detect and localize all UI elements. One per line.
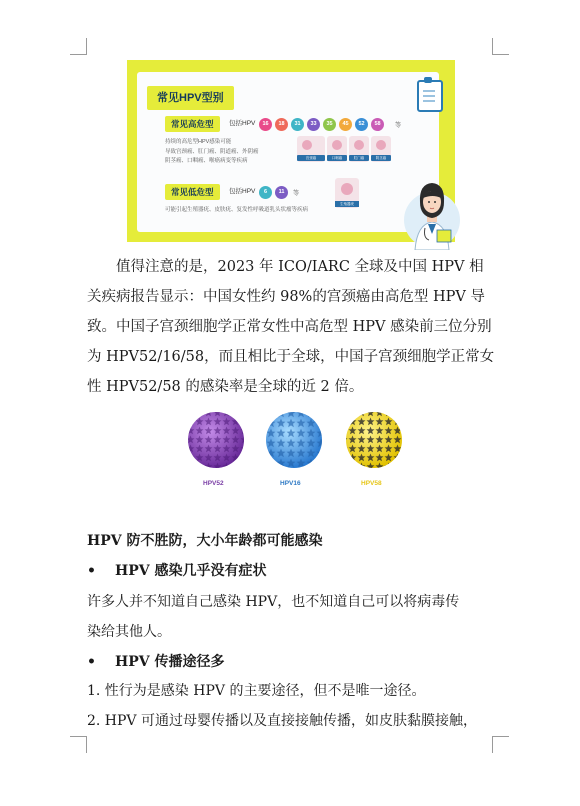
- organ-icon: 生殖器疣: [335, 178, 359, 208]
- high-risk-suffix: 等: [395, 123, 402, 129]
- hpv-type-badge: 31: [291, 118, 304, 131]
- hpv-type-badge: 45: [339, 118, 352, 131]
- body-paragraph: 值得注意的是，2023 年 ICO/IARC 全球及中国 HPV 相关疾病报告显示：中国女性约 98%的宫颈癌由高危型 HPV 导致。中国子宫颈细胞学正常女性中高危型 HPV 感染前三位分别为 HPV52/16/58，而且相比于全球，中国子宫颈细胞学正常女性 HPV52/58 的感染率是全球的近 2 倍。: [87, 259, 495, 395]
- high-risk-label: 常见高危型: [165, 116, 220, 132]
- hpv-type-badge: 18: [275, 118, 288, 131]
- low-risk-suffix: 等: [293, 191, 300, 197]
- hpv16-virus-icon: [266, 412, 322, 468]
- hpv52-label: HPV52: [203, 480, 224, 487]
- low-risk-label: 常见低危型: [165, 184, 220, 200]
- bullet-dot: •: [87, 563, 96, 579]
- organ-icon: 口咽癌: [327, 136, 347, 162]
- desc-line: 阴茎癌、口咽癌、喉癌病变等疾病: [165, 158, 248, 164]
- bullet-text: HPV 传播途径多: [115, 654, 225, 670]
- high-risk-include: 包括HPV: [229, 120, 256, 127]
- hpv-type-badge: 35: [323, 118, 336, 131]
- bullet-item: [87, 651, 225, 673]
- low-risk-include: 包括HPV: [229, 188, 256, 195]
- crop-mark-top-left: [70, 38, 87, 55]
- section-heading: HPV 防不胜防，大小年龄都可能感染: [87, 533, 323, 549]
- hpv-type-badge: 33: [307, 118, 320, 131]
- hpv-type-badge: 6: [259, 186, 272, 199]
- body-line: 许多人并不知道自己感染 HPV，也不知道自己可以将病毒传: [87, 594, 460, 610]
- crop-mark-bottom-left: [70, 736, 87, 753]
- infographic-title: 常见HPV型别: [147, 86, 234, 110]
- organ-icon: 宫颈癌: [297, 136, 325, 162]
- organ-icon: 阴茎癌: [371, 136, 391, 162]
- organ-icon: 肛门癌: [349, 136, 369, 162]
- hpv58-virus-icon: [346, 412, 402, 468]
- list-item: 1. 性行为是感染 HPV 的主要途径，但不是唯一途径。: [87, 683, 426, 699]
- high-risk-type-list: [259, 118, 384, 131]
- body-line: 染给其他人。: [87, 624, 171, 640]
- hpv16-label: HPV16: [280, 480, 301, 487]
- list-item: 2. HPV 可通过母婴传播以及直接接触传播，如皮肤黏膜接触，: [87, 713, 477, 729]
- crop-mark-top-right: [492, 38, 509, 55]
- bullet-text: HPV 感染几乎没有症状: [115, 563, 267, 579]
- desc-line: 导致宫颈癌、肛门癌、阴道癌、外阴癌: [165, 148, 259, 155]
- organ-icons: [297, 136, 391, 162]
- low-risk-type-list: [259, 186, 288, 199]
- hpv-type-badge: 52: [355, 118, 368, 131]
- hpv-types-infographic: [127, 60, 455, 242]
- high-risk-description: [165, 138, 259, 167]
- bullet-item: [87, 560, 267, 582]
- hpv58-label: HPV58: [361, 480, 382, 487]
- doctor-illustration: [403, 168, 461, 250]
- hpv-type-badge: 11: [275, 186, 288, 199]
- hpv-type-badge: 58: [371, 118, 384, 131]
- infographic-card: [137, 72, 439, 232]
- hpv-type-badge: 16: [259, 118, 272, 131]
- low-risk-description: 可能引起生殖器疣、皮肤疣、复发性呼吸道乳头状瘤等疾病: [165, 207, 309, 213]
- desc-line: 持续的高危型HPV感染可能: [165, 139, 232, 145]
- hpv52-virus-icon: [188, 412, 244, 468]
- crop-mark-bottom-right: [492, 736, 509, 753]
- clipboard-icon: [417, 80, 443, 112]
- bullet-dot: •: [87, 654, 96, 670]
